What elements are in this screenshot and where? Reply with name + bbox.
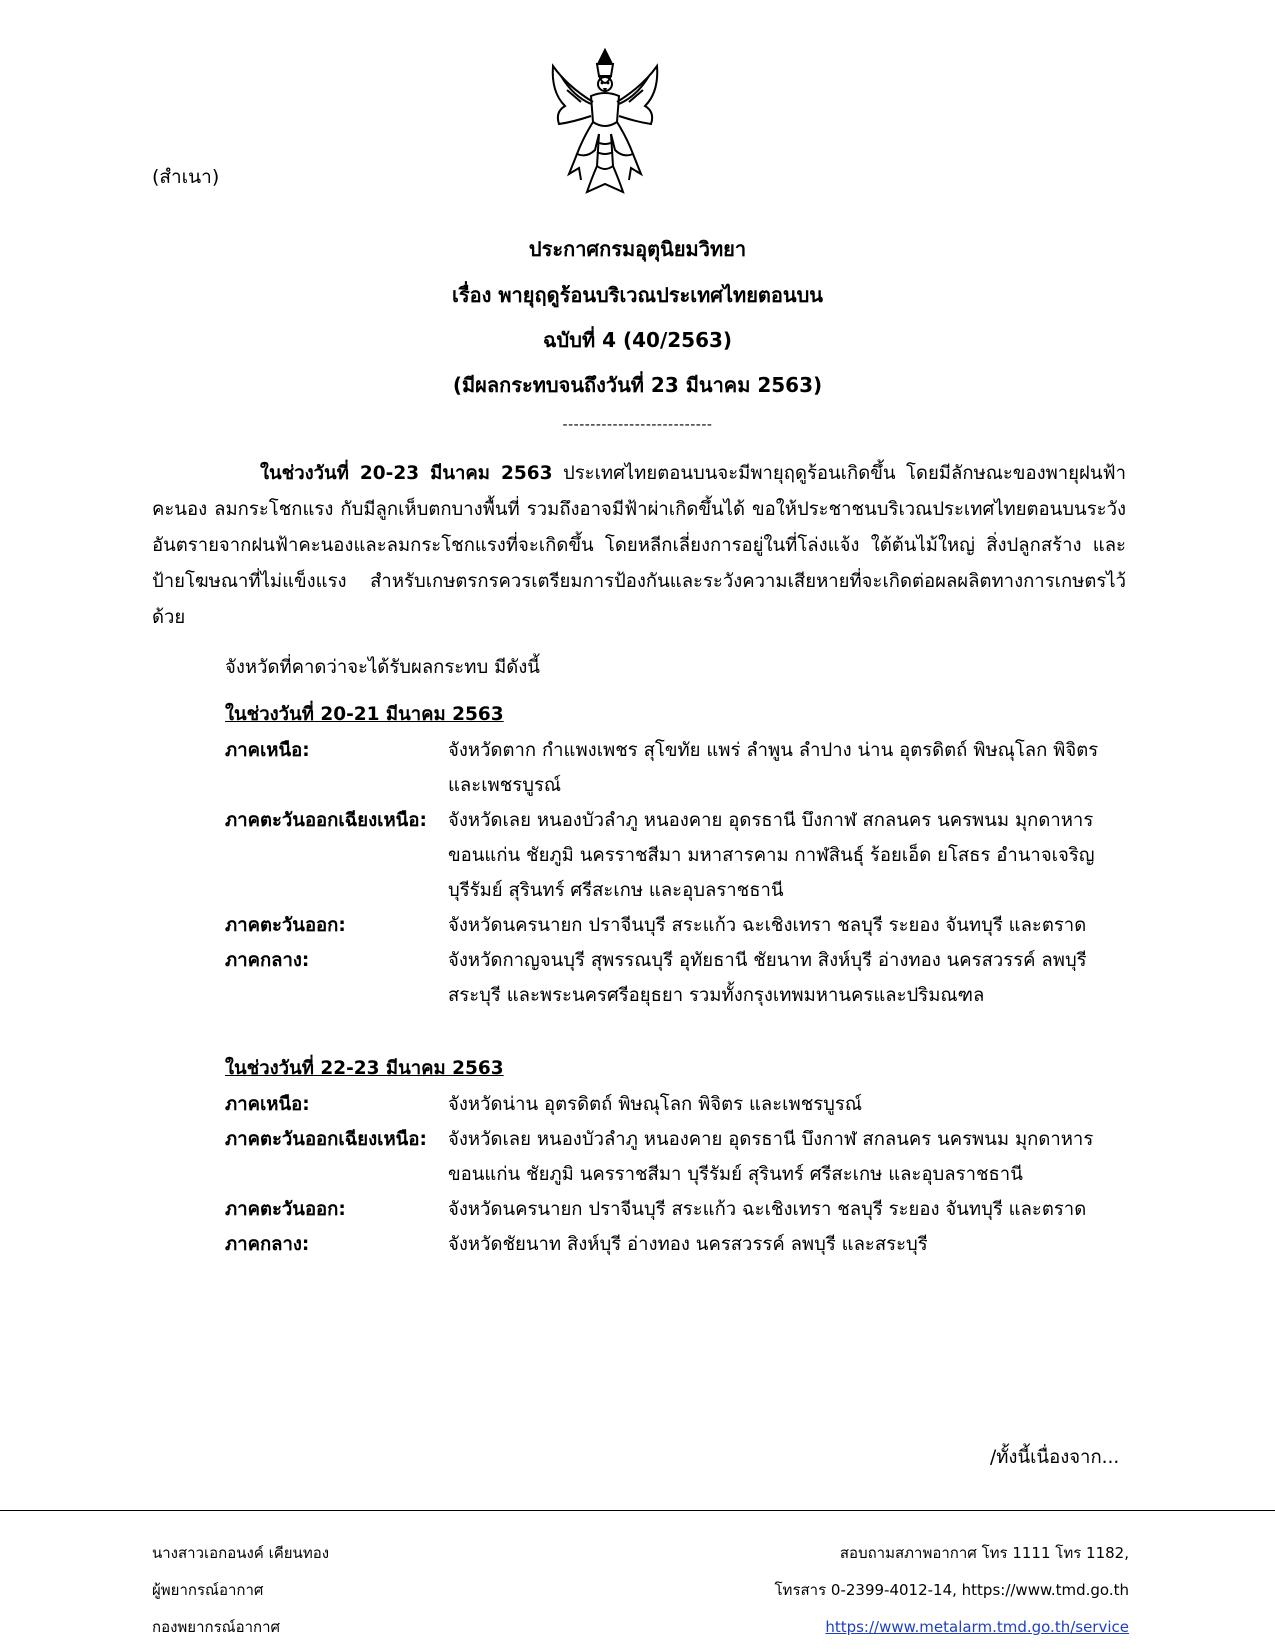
region-row [225,908,1135,943]
region-label: ภาคกลาง: [225,1234,310,1255]
region-label: ภาคกลาง: [225,950,310,971]
province-list: จังหวัดตาก กำแพงเพชร สุโขทัย แพร่ ลำพูน ลำปาง น่าน อุตรดิตถ์ พิษณุโลก พิจิตร และเพชรบูรณ์ [448,740,1099,796]
footer-divider [0,1510,1275,1511]
region-label: ภาคเหนือ: [225,1094,310,1115]
body-text: ประเทศไทยตอนบนจะมีพายุฤดูร้อนเกิดขึ้น โดยมีลักษณะของพายุฝนฟ้าคะนอง ลมกระโชกแรง กับมีลูกเห็บตกบางพื้นที่ รวมถึงอาจมีฟ้าผ่าเกิดขึ้นได้ ขอให้ประชาชนบริเวณประเทศไทยตอนบนระวังอันตรายจากฝนฟ้าคะนองและลมกระโชกแรงที่จะเกิดขึ้น โดยหลีกเลี่ยงการอยู่ในที่โล่งแจ้ง ใต้ต้นไม้ใหญ่ สิ่งปลูกสร้าง และป้ายโฆษณาที่ไม่แข็งแรง สำหรับเกษตรกรควรเตรียมการป้องกันและระวังความเสียหายที่จะเกิดต่อผลผลิตทางการเกษตรไว้ด้วย [152,463,1126,628]
province-list: จังหวัดนครนายก ปราจีนบุรี สระแก้ว ฉะเชิงเทรา ชลบุรี ระยอง จันทบุรี และตราด [448,915,1087,936]
province-list: จังหวัดเลย หนองบัวลำภู หนองคาย อุดรธานี บึงกาฬ สกลนคร นครพนม มุกดาหาร ขอนแก่น ชัยภูมิ นครราชสีมา บุรีรัมย์ สุรินทร์ ศรีสะเกษ และอุบลราชธานี [448,1129,1094,1185]
province-list: จังหวัดกาญจนบุรี สุพรรณบุรี อุทัยธานี ชัยนาท สิงห์บุรี อ่างทอง นครสวรรค์ ลพบุรี สระบุรี และพระนครศรีอยุธยา รวมทั้งกรุงเทพมหานครและปริมณฑล [448,950,1087,1006]
province-list: จังหวัดชัยนาท สิงห์บุรี อ่างทอง นครสวรรค์ ลพบุรี และสระบุรี [448,1234,928,1255]
copy-mark: (สำเนา) [152,166,220,188]
province-list: จังหวัดนครนายก ปราจีนบุรี สระแก้ว ฉะเชิงเทรา ชลบุรี ระยอง จันทบุรี และตราด [448,1199,1087,1220]
effective-date: (มีผลกระทบจนถึงวันที่ 23 มีนาคม 2563) [452,373,823,397]
region-row [225,1087,1135,1122]
region-label: ภาคตะวันออกเฉียงเหนือ: [225,810,427,831]
announcement-subject: เรื่อง พายุฤดูร้อนบริเวณประเทศไทยตอนบน [452,283,823,307]
garuda-emblem-icon [547,46,663,198]
region-label: ภาคเหนือ: [225,740,310,761]
region-row [225,1122,1135,1192]
region-row [225,1192,1135,1227]
contact-info [775,1535,1130,1646]
forecaster-info [152,1535,329,1646]
province-list: จังหวัดเลย หนองบัวลำภู หนองคาย อุดรธานี บึงกาฬ สกลนคร นครพนม มุกดาหาร ขอนแก่น ชัยภูมิ นครราชสีมา มหาสารคาม กาฬสินธุ์ ร้อยเอ็ด ยโสธร อำนาจเจริญ บุรีรัมย์ สุรินทร์ ศรีสะเกษ และอุบลราชธานี [448,810,1095,901]
province-list: จังหวัดน่าน อุตรดิตถ์ พิษณุโลก พิจิตร และเพชรบูรณ์ [448,1094,863,1115]
forecaster-position: ผู้พยากรณ์อากาศ [152,1581,264,1599]
service-link[interactable]: https://www.metalarm.tmd.go.th/service [825,1618,1129,1636]
continued-marker: /ทั้งนี้เนื่องจาก... [990,1447,1120,1468]
region-label: ภาคตะวันออก: [225,1199,346,1220]
period-section [225,1051,1135,1262]
period-title: ในช่วงวันที่ 20-21 มีนาคม 2563 [225,704,504,725]
affected-intro: จังหวัดที่คาดว่าจะได้รับผลกระทบ มีดังนี้ [225,657,540,678]
region-row [225,733,1135,803]
region-label: ภาคตะวันออก: [225,915,346,936]
forecaster-name: นางสาวเอกอนงค์ เคียนทอง [152,1544,330,1562]
forecaster-division: กองพยากรณ์อากาศ [152,1618,281,1636]
region-label: ภาคตะวันออกเฉียงเหนือ: [225,1129,427,1150]
contact-fax: โทรสาร 0-2399-4012-14, https://www.tmd.go.th [774,1581,1129,1599]
header-divider: --------------------------- [562,417,713,433]
region-row [225,1227,1135,1262]
region-row [225,943,1135,1013]
period-title: ในช่วงวันที่ 22-23 มีนาคม 2563 [225,1058,504,1079]
announcement-title: ประกาศกรมอุตุนิยมวิทยา [528,237,747,261]
contact-phone: สอบถามสภาพอากาศ โทร 1111 โทร 1182, [839,1544,1129,1562]
issue-number: ฉบับที่ 4 (40/2563) [542,328,733,352]
body-lead: ในช่วงวันที่ 20-23 มีนาคม 2563 [260,463,553,484]
body-paragraph [152,456,1126,636]
period-section [225,697,1135,1013]
region-row [225,803,1135,908]
